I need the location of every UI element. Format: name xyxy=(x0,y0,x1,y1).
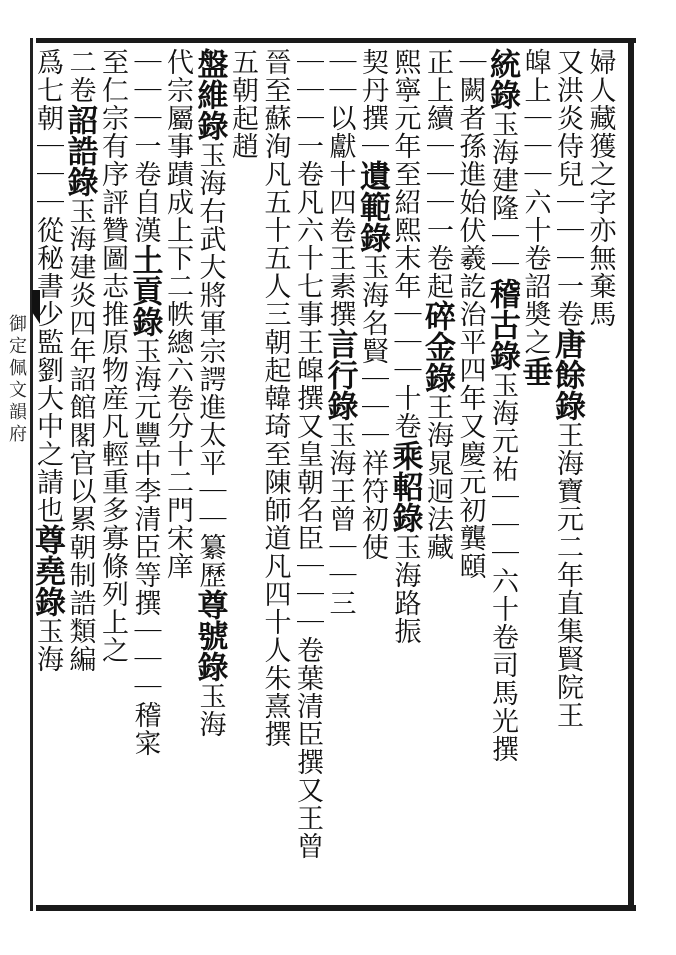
entry-heading: 言行錄 xyxy=(321,328,358,421)
column-text: 宋庠 xyxy=(162,524,193,580)
column-text: 玉海建炎四年詔館閣官以累朝制誥類編 xyxy=(64,197,96,673)
fore-edge xyxy=(2,44,30,904)
text-column xyxy=(516,48,553,900)
column-text: 皡上｜｜｜六十卷詔奬之 xyxy=(519,48,551,356)
column-text: 玉海路振 xyxy=(389,533,421,645)
column-text: 纂歷 xyxy=(194,533,226,589)
text-column xyxy=(454,48,486,900)
text-column xyxy=(291,48,323,900)
column-text: 玉海 xyxy=(194,682,226,738)
text-column xyxy=(551,48,583,900)
column-text: ｜｜｜一卷自漢 xyxy=(129,48,161,244)
column-text: 婦人藏獲之字亦無棄馬 xyxy=(584,48,616,328)
entry-heading: 尊堯錄 xyxy=(29,524,65,617)
text-column xyxy=(321,48,358,900)
column-text: 五朝起趙 xyxy=(227,48,258,160)
entry-heading: 盤維錄 xyxy=(191,48,228,141)
column-text: ｜闕者孫進 xyxy=(454,48,486,188)
column-text: 至仁宗有序評贊 xyxy=(97,48,128,244)
entry-heading: 碎金錄 xyxy=(419,300,455,393)
entry-heading: 乘軺錄 xyxy=(386,440,423,533)
column-text: 王海晁迥法藏 xyxy=(422,393,453,561)
column-text: 契丹撰｜ xyxy=(357,48,388,160)
entry-heading: 遺範錄 xyxy=(354,160,390,253)
text-column xyxy=(356,48,388,900)
column-text: 王海寶元二年直集賢院王 xyxy=(552,421,583,729)
column-text: 代宗屬事蹟成上下二帙總六卷分十二門 xyxy=(162,48,193,524)
column-text: 圖志推原物産凡輕重多寡條列上之 xyxy=(97,244,128,664)
column-text: ｜｜｜一卷凡六十七事王皡撰又皇朝名臣｜｜｜ xyxy=(292,48,323,636)
text-column xyxy=(386,48,423,900)
text-column xyxy=(96,48,128,900)
entry-heading: 垂 xyxy=(516,356,553,387)
column-text: 玉海元祐｜｜｜六十卷司馬光撰 xyxy=(487,371,518,763)
right-border-rule xyxy=(628,38,634,911)
text-column xyxy=(421,48,453,900)
top-border-rule xyxy=(36,38,636,43)
column-text: 始伏羲訖治平四年又慶元初龔頤 xyxy=(454,188,486,580)
text-column xyxy=(486,48,518,900)
text-column xyxy=(126,48,163,900)
column-text: 玉海建隆｜｜ xyxy=(487,110,518,278)
column-text: 十四卷王素撰 xyxy=(324,160,356,328)
entry-heading: 詔誥錄 xyxy=(61,104,98,197)
text-column xyxy=(259,48,291,900)
column-text: 玉海王曾｜｜三 xyxy=(324,421,356,617)
text-column xyxy=(584,48,616,900)
column-text: 玉海 xyxy=(32,617,63,673)
column-text: 爲七朝｜｜｜從秘書少監劉大中之請也 xyxy=(32,48,63,524)
entry-heading: 尊號錄 xyxy=(191,589,228,682)
text-column xyxy=(161,48,193,900)
text-column xyxy=(61,48,98,900)
text-column xyxy=(191,48,228,900)
column-text: 玉海右武大將軍宗諤進太平｜｜ xyxy=(194,141,226,533)
bottom-border-rule xyxy=(36,905,636,911)
column-text: ｜｜以獻 xyxy=(324,48,356,160)
column-text: 又洪炎侍兒｜｜｜一卷 xyxy=(552,48,583,328)
text-column xyxy=(31,48,63,900)
column-text: 二卷 xyxy=(64,48,96,104)
text-column xyxy=(226,48,258,900)
column-text: 熙寧元年至紹熙末年 xyxy=(389,48,421,300)
fore-edge-book-title: 御定佩文韻府 xyxy=(6,314,27,446)
column-text: ｜｜｜十卷 xyxy=(389,300,421,440)
column-text: 玉海名賢｜｜｜ xyxy=(357,253,388,449)
entry-heading: 稽古錄 xyxy=(484,278,520,371)
column-text: 祥符初使 xyxy=(357,449,388,561)
column-text: 玉海元豐中李清臣等撰｜｜｜ xyxy=(129,337,161,701)
entry-heading: 統錄 xyxy=(484,48,520,110)
column-text: 正上續｜｜｜一卷起 xyxy=(422,48,453,300)
entry-heading: 唐餘錄 xyxy=(549,328,585,421)
column-text: 稽寀 xyxy=(129,701,161,757)
entry-heading: 土貢錄 xyxy=(126,244,163,337)
column-text: 卷葉清臣撰又王曾 xyxy=(292,636,323,860)
column-text: 晉至蘇洵凡五十五人三朝起韓琦至陳師道凡四十人朱熹撰 xyxy=(259,48,291,748)
